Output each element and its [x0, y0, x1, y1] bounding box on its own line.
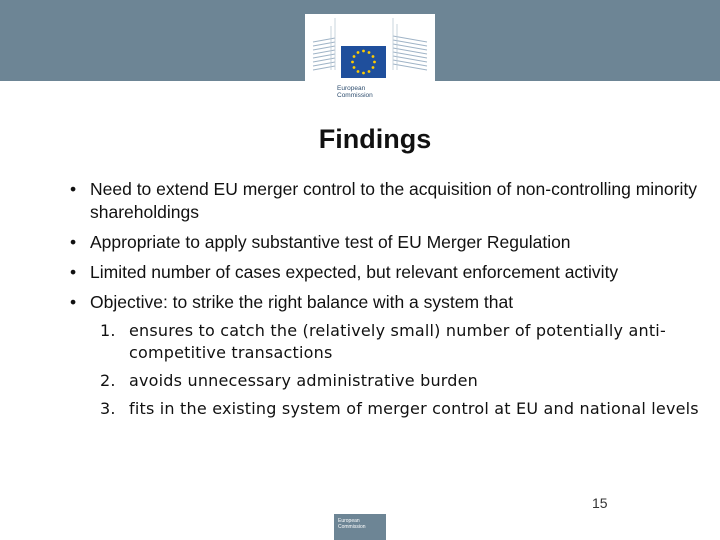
- footer-commission-logo: European Commission: [334, 514, 386, 540]
- berlaymont-building-icon: [305, 14, 435, 84]
- bullet-item: • Need to extend EU merger control to the acquisition of non-controlling minority shareholdings: [70, 178, 710, 224]
- bullet-item: • Limited number of cases expected, but relevant enforcement activity: [70, 261, 710, 284]
- bullet-list: [70, 178, 710, 427]
- slide-title: Findings: [318, 124, 432, 154]
- european-commission-logo: [305, 14, 435, 104]
- numbered-item: 1. ensures to catch the (relatively small) number of potentially anti-competitive transactions: [100, 321, 666, 362]
- page-number: 15: [592, 495, 608, 511]
- numbered-item: 3. fits in the existing system of merger control at EU and national levels: [100, 399, 699, 418]
- numbered-item: 2. avoids unnecessary administrative burden: [100, 371, 479, 390]
- logo-text: European Commission: [337, 85, 373, 99]
- bullet-item: • Appropriate to apply substantive test of EU Merger Regulation: [70, 231, 710, 254]
- bullet-item: • Objective: to strike the right balance with a system that 1. ensures to catch the (relatively small) number of potentially anti-competitive transactions 2. avoids unnecessary administrative burden 3. fits in the existing system of merger control at EU and national levels: [70, 291, 710, 420]
- numbered-sublist: [90, 320, 710, 420]
